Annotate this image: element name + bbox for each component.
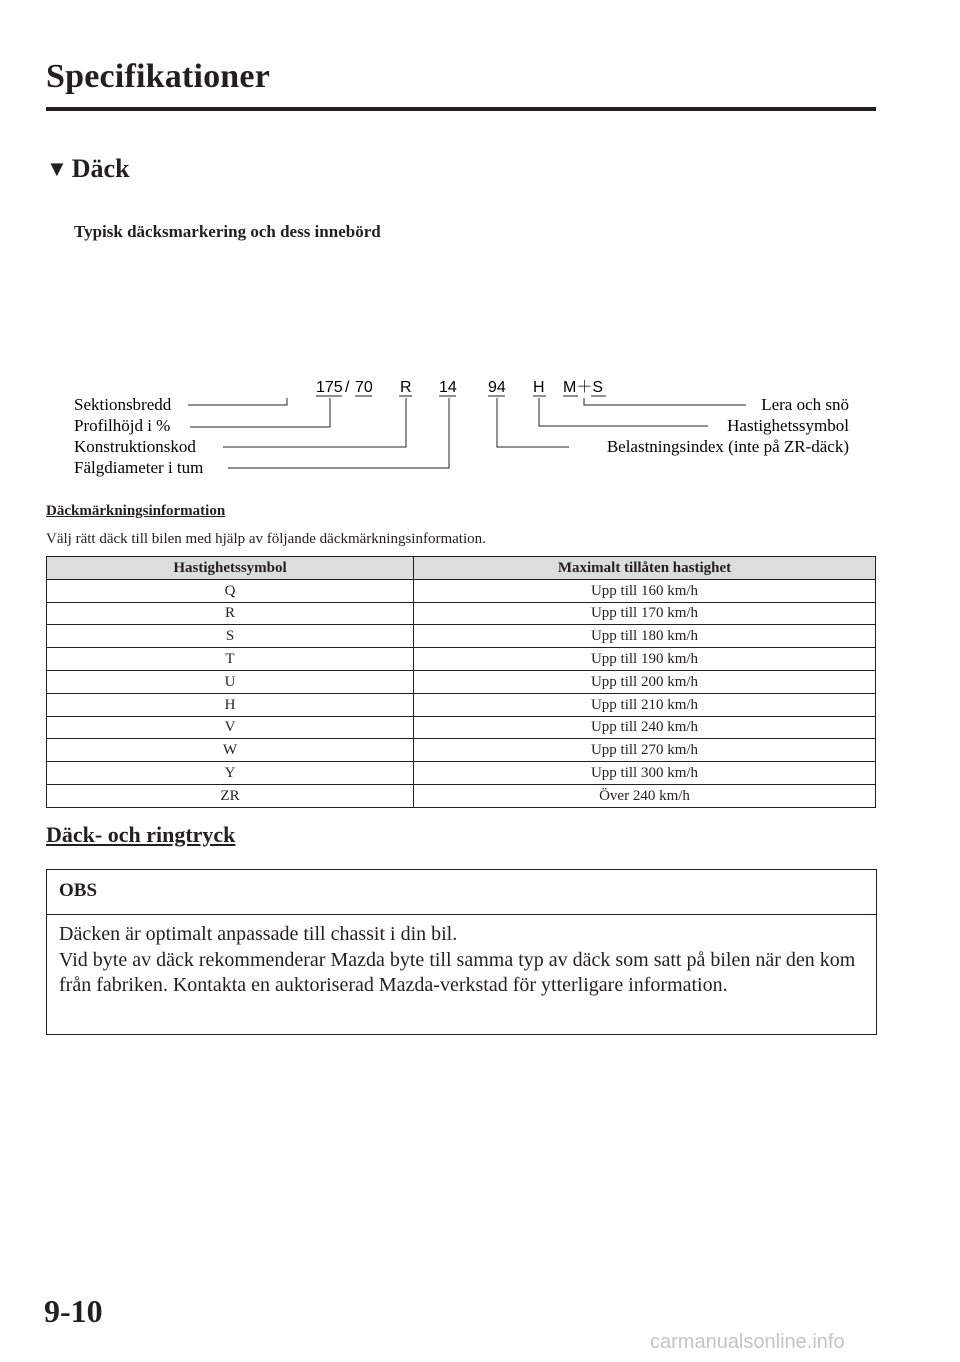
table-row (47, 739, 876, 762)
info-text: Välj rätt däck till bilen med hjälp av följande däckmärkningsinformation. (46, 531, 486, 547)
watermark: carmanualsonline.info (650, 1331, 845, 1353)
table-cell: Upp till 210 km/h (414, 693, 876, 716)
table-cell: S (47, 625, 414, 648)
table-cell: Över 240 km/h (414, 784, 876, 807)
table-row (47, 648, 876, 671)
code-speed: H (533, 379, 545, 396)
table-row (47, 762, 876, 785)
table-cell: Upp till 170 km/h (414, 602, 876, 625)
code-load: 94 (488, 379, 506, 396)
section-heading (46, 154, 130, 184)
notice-box (46, 869, 877, 1035)
table-cell: Upp till 180 km/h (414, 625, 876, 648)
table-row (47, 625, 876, 648)
label-rim-diameter: Fälgdiameter i tum (74, 458, 204, 477)
notice-header (47, 870, 876, 915)
label-load-index: Belastningsindex (inte på ZR-däck) (606, 437, 849, 456)
table-cell: Upp till 200 km/h (414, 670, 876, 693)
table-cell: Upp till 160 km/h (414, 579, 876, 602)
notice-body (59, 922, 866, 999)
table-row (47, 670, 876, 693)
table-cell: H (47, 693, 414, 716)
label-profile-height: Profilhöjd i % (74, 416, 171, 435)
table-cell: Y (47, 762, 414, 785)
triangle-down-icon: ▼ (46, 156, 68, 181)
table-cell: Upp till 270 km/h (414, 739, 876, 762)
notice-line: Däcken är optimalt anpassade till chassit i din bil. (59, 923, 458, 945)
page-number: 9-10 (44, 1293, 103, 1329)
label-speed-symbol: Hastighetssymbol (727, 416, 849, 435)
table-cell: R (47, 602, 414, 625)
table-cell: Upp till 240 km/h (414, 716, 876, 739)
code-mud-snow: M＋S (563, 379, 604, 396)
code-profile: 70 (355, 379, 373, 396)
label-section-width: Sektionsbredd (74, 395, 172, 414)
code-rim: 14 (439, 379, 457, 396)
speed-symbol-table (46, 556, 876, 808)
notice-line: Vid byte av däck rekommenderar Mazda byte till samma typ av däck som satt på bilen när den kom från fabriken. Kontakta en auktoriserad Mazda-verkstad för ytterligare information. (59, 948, 856, 996)
chapter-rule (46, 107, 876, 111)
table-header-cell: Maximalt tillåten hastighet (414, 557, 876, 580)
label-mud-snow: Lera och snö (761, 395, 849, 414)
tire-marking-diagram (0, 360, 960, 480)
pressure-heading: Däck- och ringtryck (46, 822, 236, 847)
table-cell: Upp till 300 km/h (414, 762, 876, 785)
table-header-row (47, 557, 876, 580)
info-heading: Däckmärkningsinformation (46, 503, 226, 519)
table-cell: U (47, 670, 414, 693)
table-cell: Upp till 190 km/h (414, 648, 876, 671)
table-row (47, 693, 876, 716)
diagram-caption: Typisk däcksmarkering och dess innebörd (74, 222, 381, 241)
table-row (47, 784, 876, 807)
leader-lines (188, 398, 746, 468)
label-construction-code: Konstruktionskod (74, 437, 196, 456)
table-row (47, 579, 876, 602)
chapter-title: Specifikationer (46, 58, 270, 95)
section-title: Däck (71, 154, 130, 183)
notice-label: OBS (59, 880, 98, 901)
code-slash: / (345, 379, 350, 396)
table-cell: ZR (47, 784, 414, 807)
table-row (47, 716, 876, 739)
code-width: 175 (316, 379, 343, 396)
table-cell: W (47, 739, 414, 762)
table-header-cell: Hastighetssymbol (47, 557, 414, 580)
table-row (47, 602, 876, 625)
table-cell: V (47, 716, 414, 739)
code-construction: R (400, 379, 412, 396)
table-cell: T (47, 648, 414, 671)
table-cell: Q (47, 579, 414, 602)
